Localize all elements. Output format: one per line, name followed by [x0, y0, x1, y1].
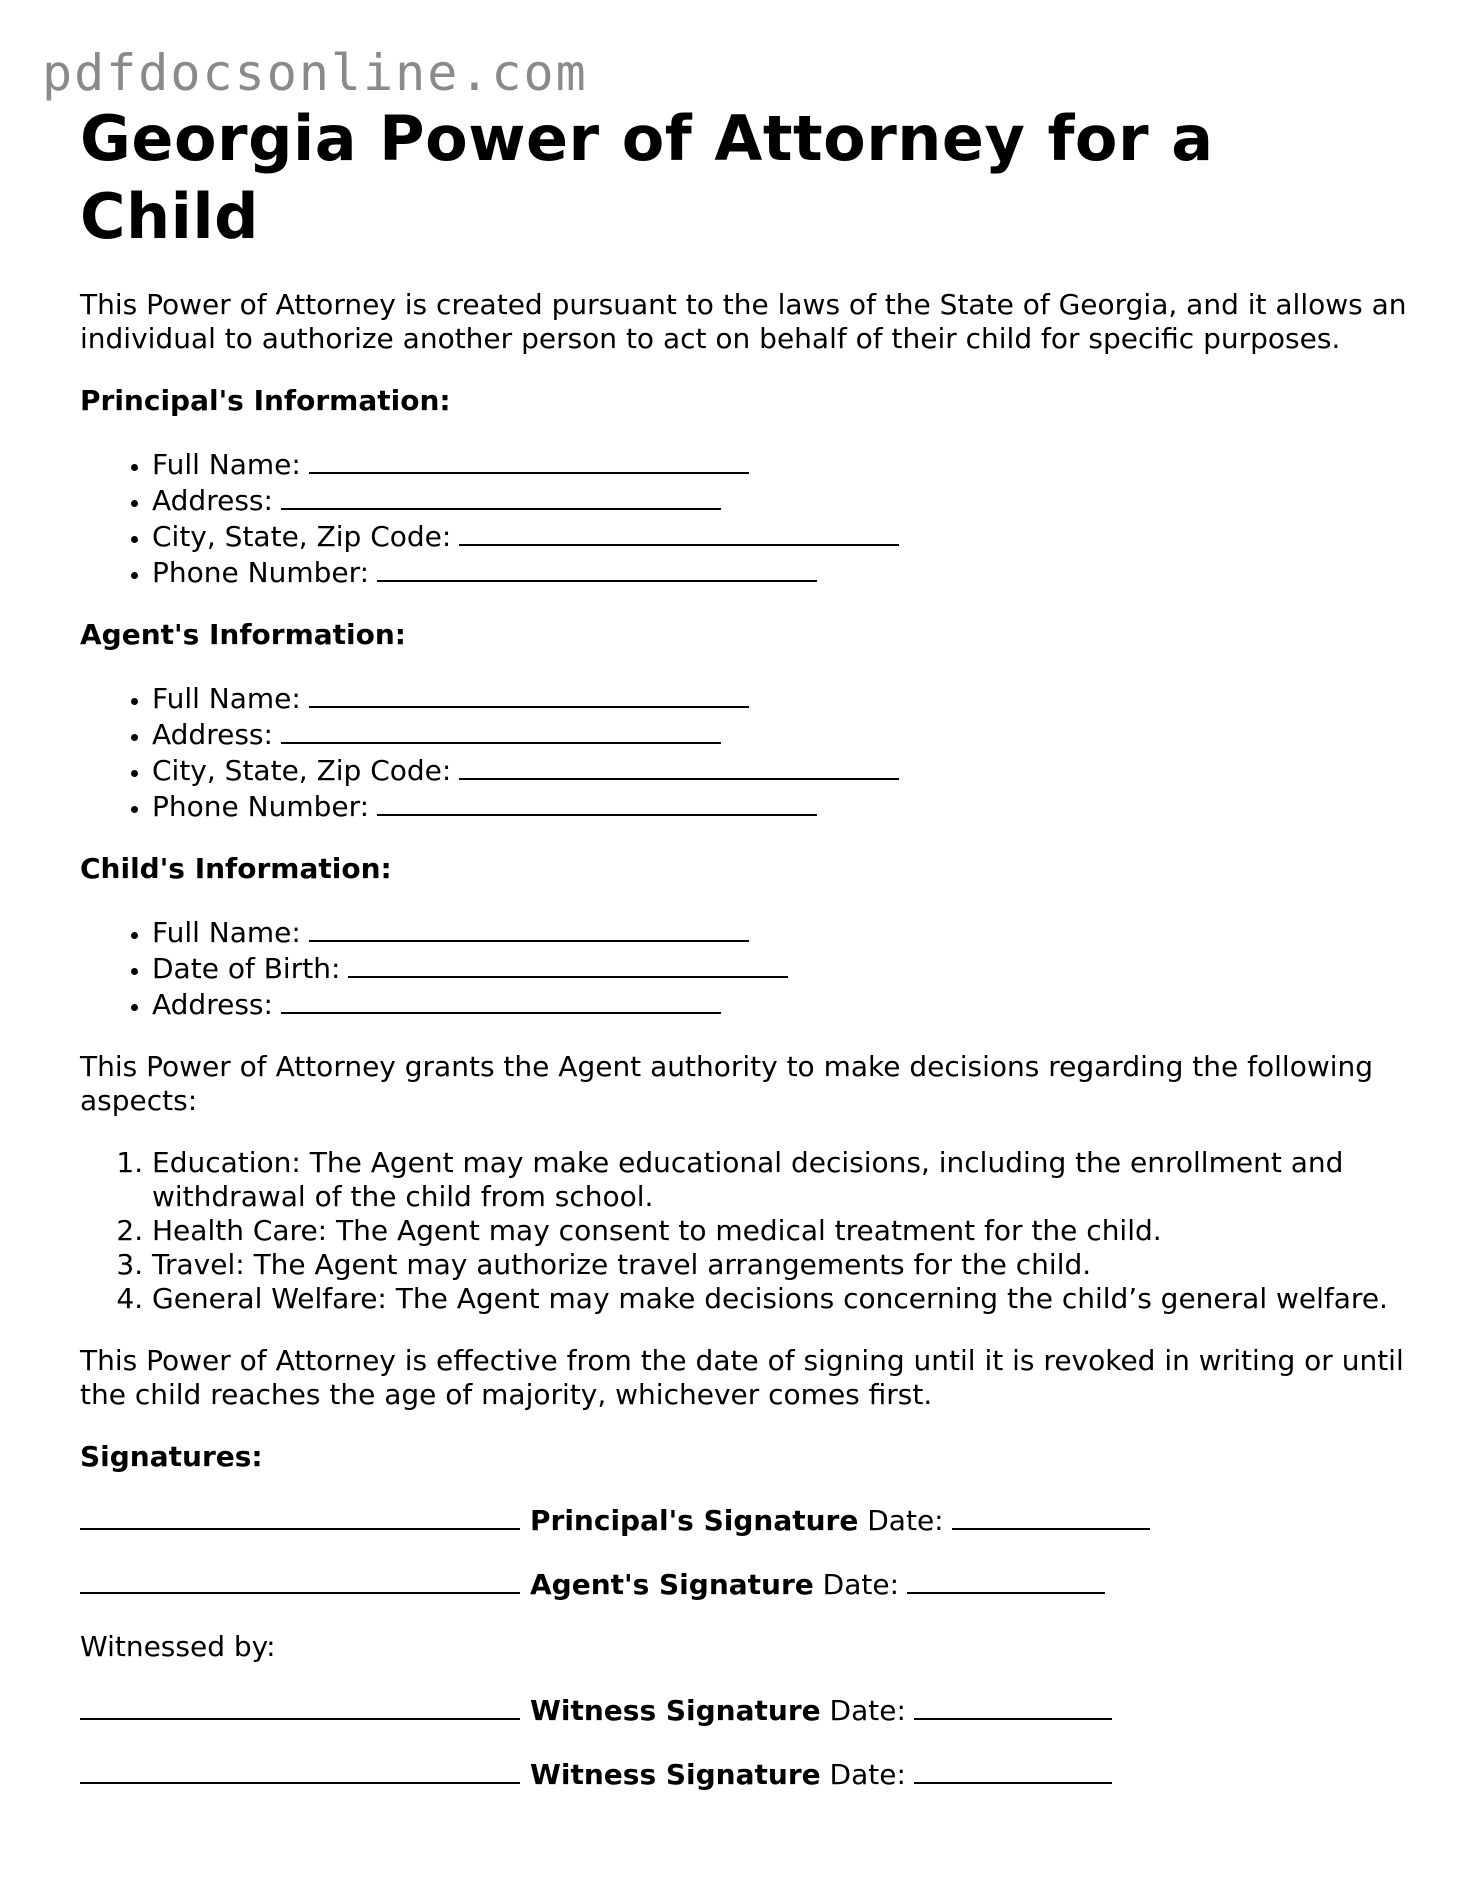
witness2-signature-line [80, 1756, 1410, 1792]
principal-phone-row [152, 554, 1410, 590]
agent-phone-blank[interactable] [377, 788, 817, 816]
witness1-signature-blank[interactable] [80, 1692, 520, 1720]
agent-phone-row [152, 788, 1410, 824]
agent-address-blank[interactable] [281, 716, 721, 744]
principal-phone-blank[interactable] [377, 554, 817, 582]
field-label: City, State, Zip Code: [152, 754, 452, 787]
principal-city-row [152, 518, 1410, 554]
principal-city-blank[interactable] [459, 518, 899, 546]
agent-full-name-blank[interactable] [309, 680, 749, 708]
agent-heading: Agent's Information: [80, 618, 407, 651]
field-label: Full Name: [152, 682, 301, 715]
agent-full-name-row [152, 680, 1410, 716]
field-label: Phone Number: [152, 790, 370, 823]
child-heading: Child's Information: [80, 852, 392, 885]
agent-city-blank[interactable] [459, 752, 899, 780]
signatures-heading: Signatures: [80, 1440, 263, 1473]
agent-signature-line [80, 1566, 1410, 1602]
child-full-name-row [152, 914, 1410, 950]
principal-date-blank[interactable] [952, 1502, 1150, 1530]
grant-general-welfare: 4. General Welfare: The Agent may make decisions concerning the child’s general welfare. [152, 1282, 1410, 1316]
principal-signature-blank[interactable] [80, 1502, 520, 1530]
witness2-date-blank[interactable] [914, 1756, 1112, 1784]
watermark: pdfdocsonline.com [42, 44, 588, 102]
field-label: City, State, Zip Code: [152, 520, 452, 553]
field-label: Full Name: [152, 916, 301, 949]
page-title: Georgia Power of Attorney for a Child [80, 102, 1214, 253]
agent-fields [80, 680, 1410, 824]
intro-paragraph: This Power of Attorney is created pursuant to the laws of the State of Georgia, and it allows an individual to authorize another person to act on behalf of their child for specific purposes. [80, 288, 1407, 355]
child-full-name-blank[interactable] [309, 914, 749, 942]
date-label: Date: [822, 1568, 900, 1601]
principal-signature-line [80, 1502, 1410, 1538]
witness2-signature-label: Witness Signature [530, 1758, 821, 1791]
witness1-date-blank[interactable] [914, 1692, 1112, 1720]
child-address-row [152, 986, 1410, 1022]
grant-education: 1. Education: The Agent may make educational decisions, including the enrollment and withdrawal of the child from school. [152, 1146, 1410, 1214]
field-label: Address: [152, 988, 273, 1021]
agent-city-row [152, 752, 1410, 788]
agent-signature-blank[interactable] [80, 1566, 520, 1594]
child-fields [80, 914, 1410, 1022]
principal-signature-label: Principal's Signature [530, 1504, 859, 1537]
grant-health-care: 2. Health Care: The Agent may consent to medical treatment for the child. [152, 1214, 1410, 1248]
date-label: Date: [829, 1694, 906, 1727]
field-label: Full Name: [152, 448, 301, 481]
witness1-signature-line [80, 1692, 1410, 1728]
agent-signature-label: Agent's Signature [530, 1568, 814, 1601]
principal-full-name-blank[interactable] [309, 446, 749, 474]
document-page [80, 100, 1410, 1792]
field-label: Date of Birth: [152, 952, 341, 985]
effective-paragraph: This Power of Attorney is effective from the date of signing until it is revoked in writing or until the child reaches the age of majority, whichever comes first. [80, 1344, 1404, 1411]
field-label: Address: [152, 718, 273, 751]
witness1-signature-label: Witness Signature [530, 1694, 821, 1727]
agent-address-row [152, 716, 1410, 752]
grants-intro: This Power of Attorney grants the Agent authority to make decisions regarding the following aspects: [80, 1050, 1374, 1117]
field-label: Phone Number: [152, 556, 370, 589]
principal-address-blank[interactable] [281, 482, 721, 510]
child-dob-row [152, 950, 1410, 986]
field-label: Address: [152, 484, 273, 517]
principal-fields [80, 446, 1410, 590]
principal-heading: Principal's Information: [80, 384, 451, 417]
child-dob-blank[interactable] [348, 950, 788, 978]
child-address-blank[interactable] [281, 986, 721, 1014]
grants-list [80, 1146, 1410, 1316]
principal-address-row [152, 482, 1410, 518]
witness2-signature-blank[interactable] [80, 1756, 520, 1784]
witnessed-by: Witnessed by: [80, 1630, 276, 1663]
date-label: Date: [867, 1504, 944, 1537]
agent-date-blank[interactable] [907, 1566, 1105, 1594]
grant-travel: 3. Travel: The Agent may authorize travel arrangements for the child. [152, 1248, 1410, 1282]
principal-full-name-row [152, 446, 1410, 482]
date-label: Date: [829, 1758, 906, 1791]
